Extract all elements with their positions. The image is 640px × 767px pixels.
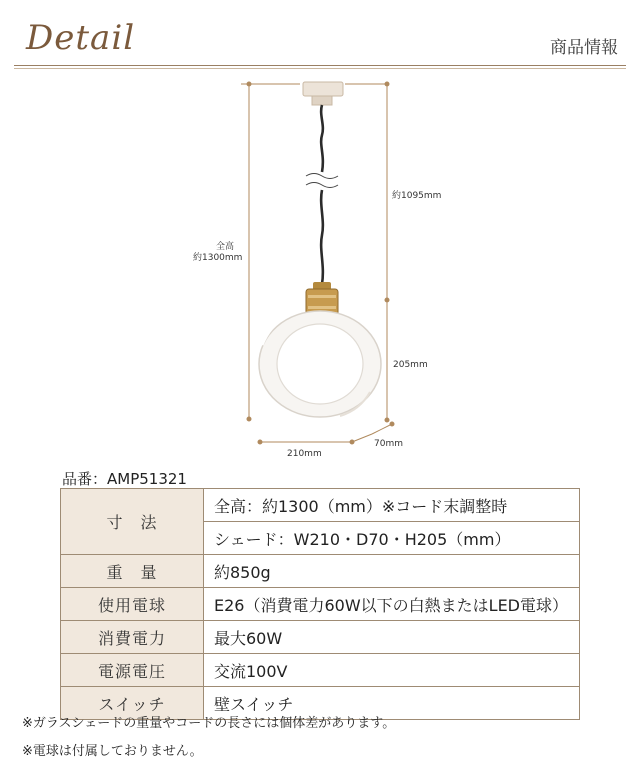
spec-label-bulb: 使用電球 xyxy=(61,588,204,621)
spec-value-voltage: 交流100V xyxy=(204,654,580,687)
spec-value-switch: 壁スイッチ xyxy=(204,687,580,720)
total-height-label: 全高 xyxy=(216,242,235,252)
spec-row-weight xyxy=(61,555,580,588)
spec-label-dimensions: 寸 法 xyxy=(61,489,204,555)
spec-table xyxy=(60,488,580,720)
spec-value-total-height: 全高：約1300（mm）※コード末調整時 xyxy=(204,489,580,522)
spec-value-power: 最大60W xyxy=(204,621,580,654)
section-label: 商品情報 xyxy=(550,38,618,58)
spec-row-power xyxy=(61,621,580,654)
shade-depth-label: 70mm xyxy=(374,439,403,449)
cord xyxy=(321,105,323,284)
spec-label-weight: 重 量 xyxy=(61,555,204,588)
cord-length-label: 約1095mm xyxy=(392,191,442,201)
spec-value-weight: 約850g xyxy=(204,555,580,588)
spec-row-bulb xyxy=(61,588,580,621)
spec-value-bulb: E26（消費電力60W以下の白熱またはLED電球） xyxy=(204,588,580,621)
spec-label-voltage: 電源電圧 xyxy=(61,654,204,687)
note-weight-variance: ※ガラスシェードの重量やコードの長さには個体差があります。 xyxy=(22,716,396,731)
shade-height-label: 205mm xyxy=(393,360,428,370)
cord-break-mark xyxy=(306,174,338,188)
total-height-value: 約1300mm xyxy=(193,253,243,263)
shade-width-label: 210mm xyxy=(287,449,322,459)
product-diagram xyxy=(0,70,640,465)
spec-value-shade-size: シェード：W210・D70・H205（mm） xyxy=(204,522,580,555)
page-title: Detail xyxy=(26,18,136,58)
glass-ring-shade xyxy=(259,311,381,417)
spec-row-dimensions xyxy=(61,489,580,522)
note-bulb-not-included: ※電球は付属しておりません。 xyxy=(22,744,203,759)
spec-label-switch: スイッチ xyxy=(61,687,204,720)
spec-row-voltage xyxy=(61,654,580,687)
spec-label-power: 消費電力 xyxy=(61,621,204,654)
product-code: 品番：AMP51321 xyxy=(62,470,187,488)
header-divider xyxy=(14,65,626,66)
ceiling-canopy xyxy=(303,82,343,105)
header-divider-secondary xyxy=(14,68,626,69)
